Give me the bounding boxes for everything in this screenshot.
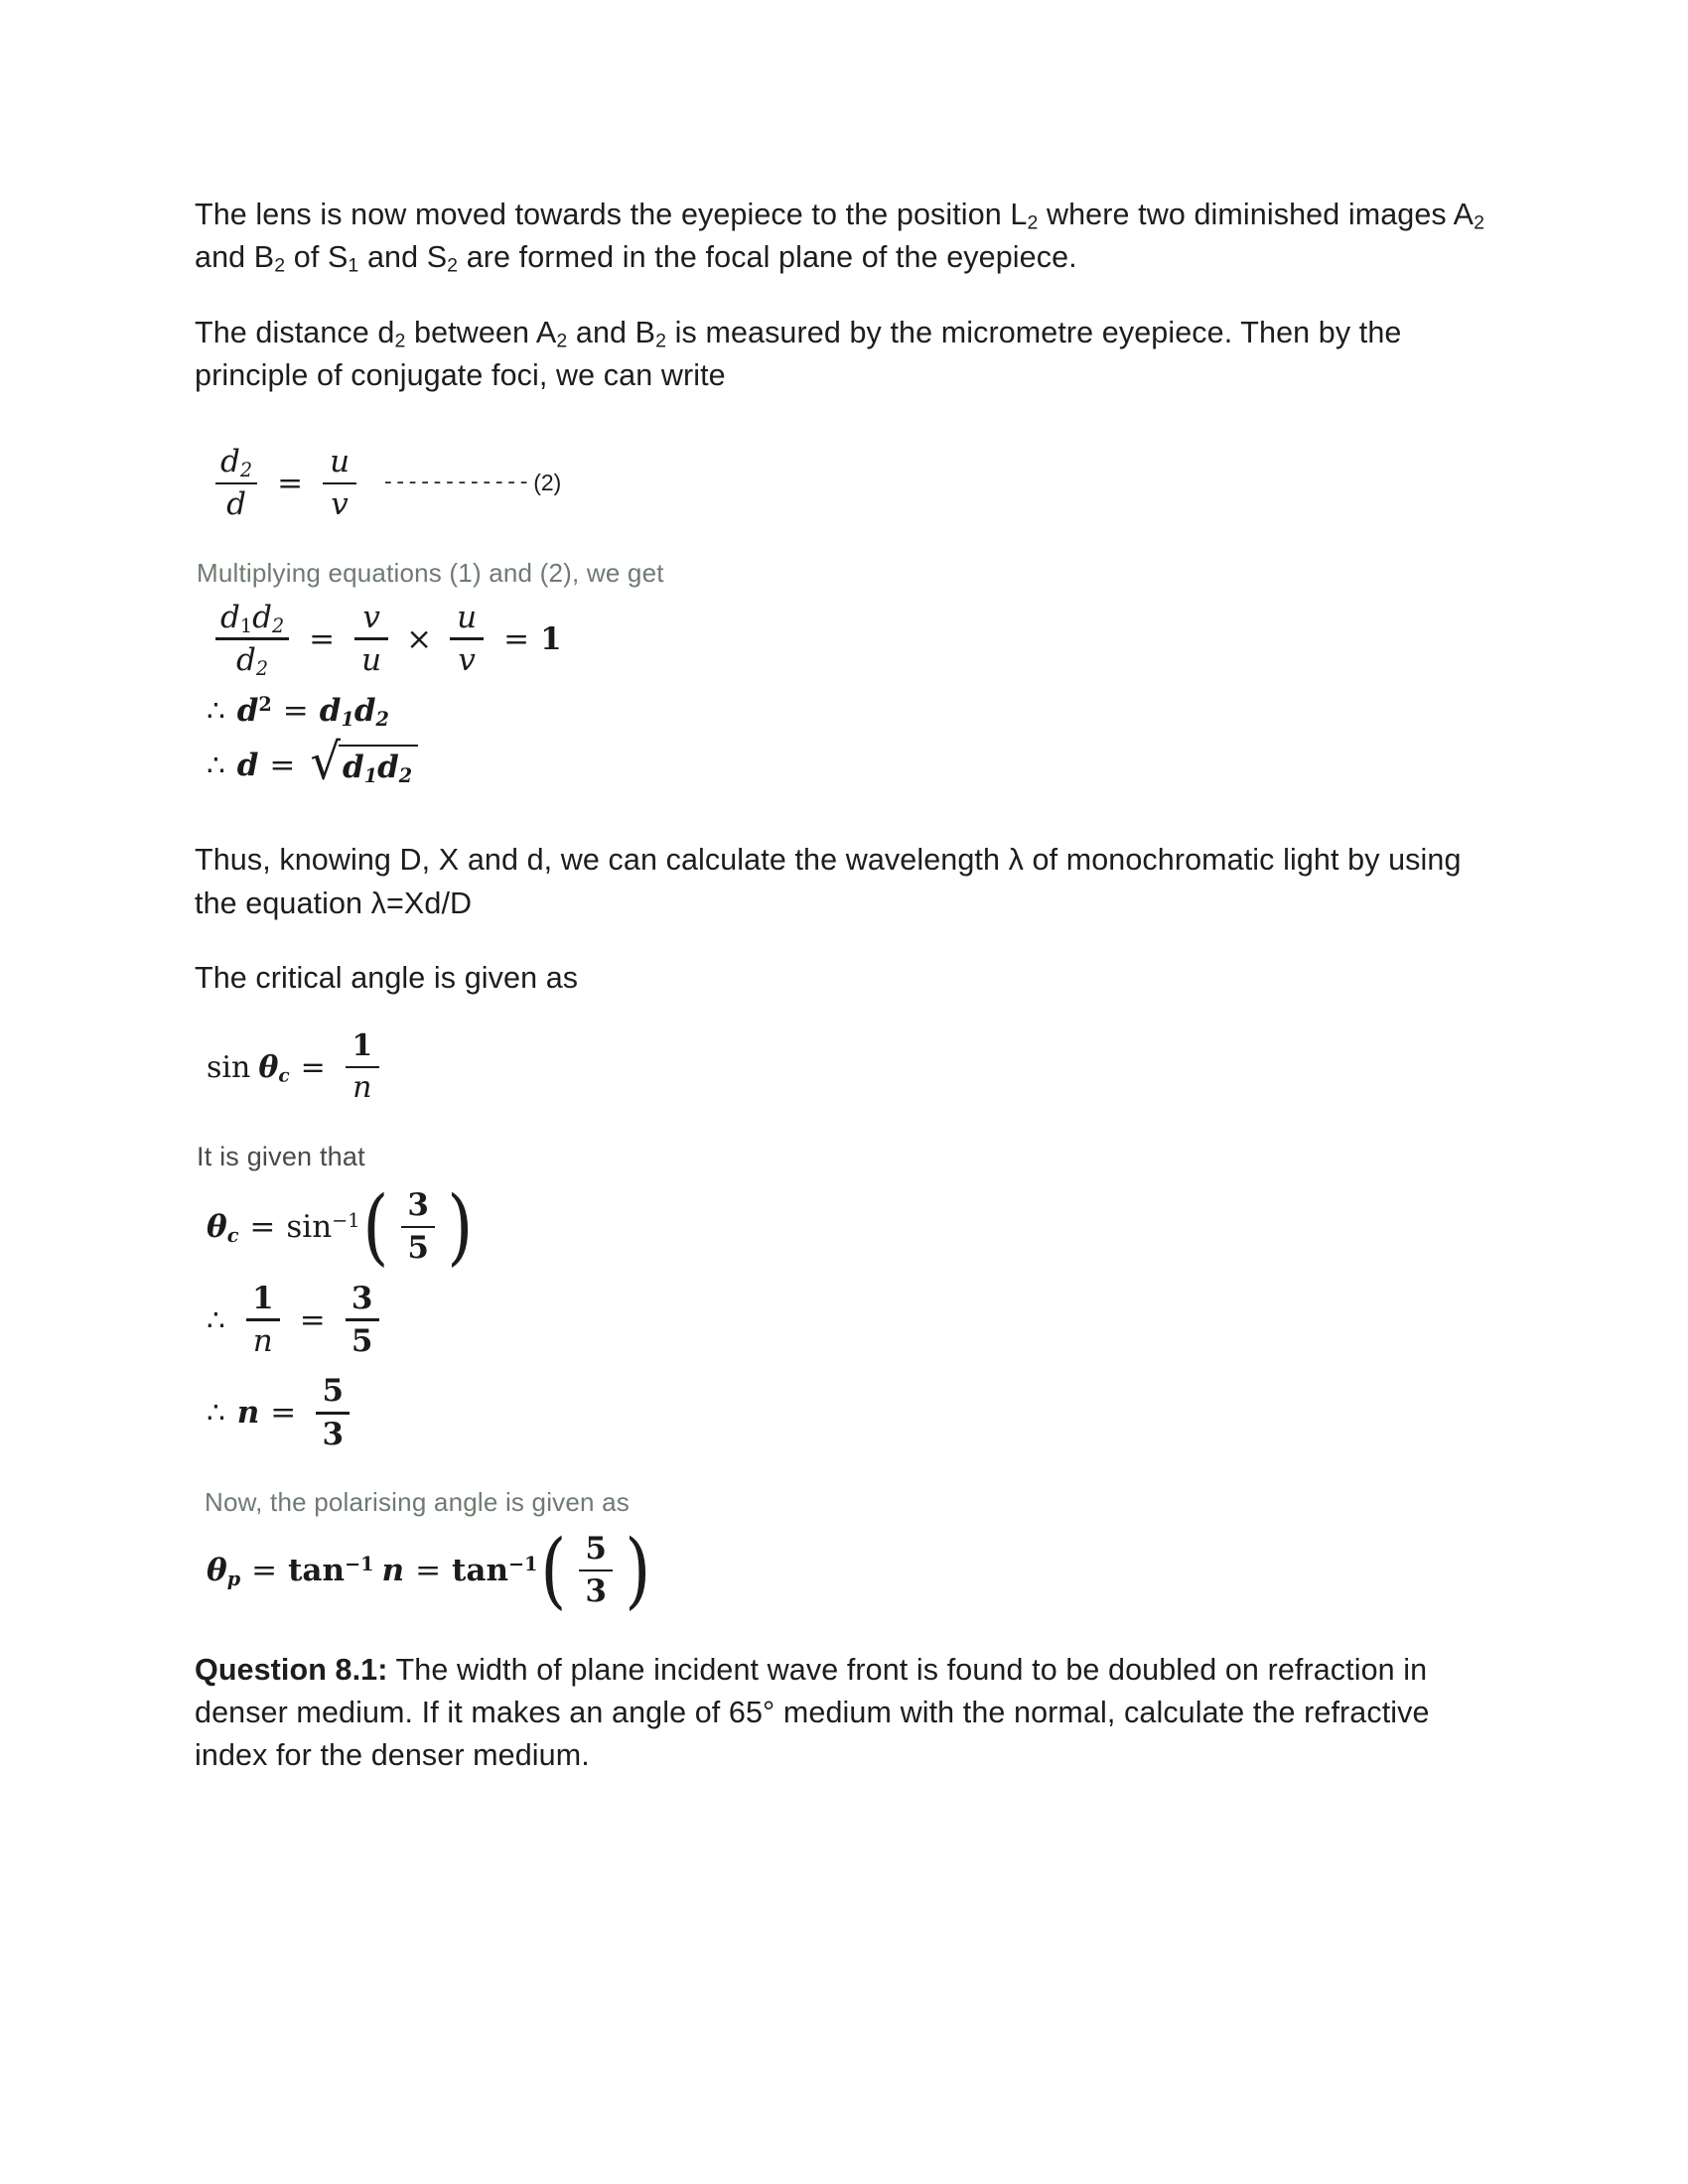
eq3-f1-denominator: u [361,641,382,678]
eq2-lhs-num-var: d [220,444,240,480]
eq4-rhs [319,693,389,732]
eq10-fraction [579,1532,613,1609]
paragraph-wavelength: Thus, knowing D, X and d, we can calculate the wavelength λ of monochromatic light by using the equation λ=Xd/D [195,843,1462,920]
eq3-equals-2: = [503,620,530,657]
eq3-den-d-sub: 2 [255,656,269,680]
equation-5-row [207,733,418,792]
equation-7 [207,1177,1485,1276]
eq8-lhs-bar [246,1318,280,1321]
p2-sub-3: 2 [655,329,667,351]
eq10-equals-2: = [415,1552,442,1588]
spacer [195,429,1485,445]
eq4-rhs-d2: d [353,693,376,730]
equation-6 [207,1029,1485,1105]
eq2-rhs-denominator: v [331,486,349,523]
equation-4-row [207,693,389,732]
spacer [195,1105,1485,1139]
eq3-num-d2: d [252,599,272,635]
eq9-therefore-symbol: ∴ [207,1396,225,1431]
p2-text-1: The distance d [195,315,395,349]
eq3-equals-1: = [309,620,336,657]
question-body: The width of plane incident wave front is found to be doubled on refraction in denser medium. If it makes an angle of 65° medium with the normal, calculate the refractive index for the denser medium. [195,1652,1430,1773]
eq3-f1-bar [354,637,388,640]
eq7-equals-sign: = [249,1209,276,1246]
eq8-rhs-denominator: 5 [351,1322,373,1359]
eq7-paren-open: ( [362,1177,389,1276]
eq6-theta [258,1050,289,1085]
eq7-sin-function: sin [286,1209,333,1246]
eq4-rhs-d2-sub: 2 [375,708,389,732]
eq5-radical [310,733,418,792]
eq5-rad-d2-sub: 2 [398,764,413,788]
eq10-bar [579,1570,613,1572]
eq2-rhs-fraction [323,445,356,522]
p1-text-2: where two diminished images A [1038,198,1475,231]
spacer [195,677,1485,693]
eq4-rhs-d1-sub: 1 [341,708,354,732]
eq7-sin-inverse [286,1209,359,1245]
eq10-tan-inverse-1 [288,1553,373,1588]
eq6-sin-function: sin [207,1049,251,1085]
p2-sub-1: 2 [394,329,406,351]
eq6-numerator: 1 [352,1028,373,1064]
eq6-bar [346,1066,379,1069]
page-content [195,194,1485,1778]
eq8-lhs-denominator: n [252,1322,273,1359]
eq3-lhs-bar [215,637,289,640]
spacer [195,1609,1485,1643]
eq3-lhs-denominator [231,643,273,678]
eq6-fraction [346,1029,379,1105]
eq9-denominator: 3 [322,1416,345,1452]
eq4-lhs-exponent: 2 [258,693,272,717]
eq10-tan-exponent-1: −1 [345,1552,374,1575]
spacer [195,1358,1485,1374]
eq5-therefore-symbol: ∴ [207,748,225,782]
equation-10 [207,1521,1485,1619]
eq10-parenthesized-fraction [537,1521,653,1619]
eq9-lhs-var: n [236,1395,260,1432]
eq10-numerator: 5 [585,1531,607,1568]
p1-sub-5: 2 [447,254,459,277]
eq7-sin-exponent: −1 [332,1209,360,1233]
eq3-f2-bar [450,637,484,640]
eq3-num-d1: d [220,599,240,635]
eq7-paren-close: ) [447,1177,474,1276]
spacer [195,785,1485,839]
equation-2 [207,445,1485,522]
eq4-rhs-d1: d [319,693,342,730]
eq5-equals-sign: = [269,747,296,783]
eq10-tan-exponent-2: −1 [508,1552,538,1575]
eq6-theta-symbol: θ [258,1049,279,1085]
eq10-tan-function-2: tan [452,1552,508,1588]
eq10-theta-symbol: θ [207,1552,227,1588]
paragraph-distance-d2 [195,312,1485,398]
equation-7-row [207,1177,477,1276]
p2-text-4: is measured by the micrometre eyepiece. Then by the principle of conjugate foci, we can write [195,315,1402,392]
eq10-denominator: 3 [585,1573,607,1610]
eq3-times-sign: × [406,620,433,657]
eq3-den-d: d [236,641,256,678]
square-root-icon: √ [310,733,342,792]
p1-sub-1: 2 [1027,211,1039,234]
eq2-rhs-bar [323,482,356,485]
eq6-theta-sub: c [278,1065,290,1087]
eq2-equals-sign: = [277,465,304,501]
p1-text-4: of S [285,240,349,275]
eq2-dashed-leader: ------------ [381,468,530,494]
p1-text-1: The lens is now moved towards the eyepiece to the position L [195,198,1028,231]
note-multiplying-equations: Multiplying equations (1) and (2), we get [197,557,664,588]
equation-8 [207,1282,1485,1359]
eq4-lhs-var: d [236,693,259,730]
eq7-numerator: 3 [407,1187,429,1224]
equation-3-row [207,601,562,678]
eq2-lhs-num-sub: 2 [239,458,253,481]
eq8-lhs-numerator: 1 [251,1280,274,1316]
eq3-result: 1 [540,620,562,657]
equation-2-row [207,445,561,522]
eq7-parenthesized-fraction [359,1177,476,1276]
eq7-theta-sub: c [226,1223,239,1247]
eq5-rad-d2: d [377,750,399,786]
p2-sub-2: 2 [556,329,568,351]
eq3-num-d2-sub: 2 [271,614,285,637]
eq8-rhs-bar [346,1318,379,1321]
paragraph-critical-angle: The critical angle is given as [195,961,579,996]
eq5-rad-d1: d [343,750,364,786]
eq10-tan-function-1: tan [288,1552,346,1588]
question-paragraph [195,1649,1485,1778]
equation-9-row [207,1374,358,1451]
equation-4 [207,693,1485,732]
eq3-f2-numerator: u [457,599,478,635]
eq5-lhs-var: d [236,747,259,783]
eq10-equals-1: = [251,1552,278,1588]
eq4-equals-sign: = [282,693,309,730]
equation-5 [207,733,1485,792]
eq3-fraction-vu [354,601,388,678]
eq8-rhs-numerator: 3 [351,1280,373,1316]
eq2-lhs-fraction [215,445,257,522]
eq7-theta-symbol: θ [207,1209,227,1246]
eq4-therefore-symbol: ∴ [207,694,225,729]
p1-text-3: and B [195,240,275,275]
eq5-rad-d1-sub: 1 [363,764,378,788]
eq9-equals-sign: = [270,1395,297,1432]
equation-10-row [207,1521,654,1619]
paragraph-lens-moved [195,194,1485,280]
equation-6-row [207,1029,388,1105]
eq10-paren-close: ) [625,1521,651,1619]
eq8-equals-sign: = [299,1301,326,1338]
equation-8-row [207,1282,388,1359]
p1-sub-2: 2 [1474,211,1485,234]
eq2-equation-number: (2) [533,470,562,496]
eq3-lhs-fraction [215,601,289,678]
eq6-denominator: n [352,1070,372,1106]
spacer [195,729,1485,745]
eq7-denominator: 5 [407,1230,429,1267]
eq3-f1-numerator: v [362,599,380,635]
note-given-that: It is given that [197,1141,365,1171]
equation-3 [207,601,1485,678]
eq2-rhs-numerator: u [330,444,351,480]
spacer [195,522,1485,556]
eq3-f2-denominator: v [458,641,476,678]
note-polarising-angle: Now, the polarising angle is given as [205,1487,630,1518]
eq7-theta [207,1209,238,1245]
eq2-lhs-numerator [215,445,257,479]
eq8-lhs-fraction [246,1282,280,1359]
eq10-tan-inverse-2 [452,1553,537,1588]
eq3-num-d1-sub: 1 [239,614,253,637]
p1-text-6: are formed in the focal plane of the eyepiece. [458,240,1077,275]
eq7-fraction [401,1188,435,1266]
eq9-fraction [316,1374,350,1451]
eq2-lhs-bar [215,482,257,485]
eq7-bar [401,1226,435,1229]
eq3-lhs-numerator [215,601,289,635]
question-label: Question 8.1: [195,1652,388,1687]
eq9-bar [316,1412,350,1415]
eq10-theta [207,1553,240,1588]
eq8-rhs-fraction [346,1282,379,1359]
eq10-theta-sub: p [226,1567,241,1590]
eq3-fraction-uv [450,601,484,678]
eq2-lhs-denominator: d [226,486,246,523]
p2-text-3: and B [567,315,656,349]
eq9-numerator: 5 [322,1373,345,1410]
eq10-paren-open: ( [540,1521,567,1619]
p1-sub-4: 1 [348,254,359,277]
eq5-radicand [339,745,418,788]
p2-text-2: between A [405,315,557,349]
eq8-therefore-symbol: ∴ [207,1302,225,1337]
eq6-equals-sign: = [300,1049,326,1085]
p1-text-5: and S [358,240,448,275]
equation-9 [207,1374,1485,1451]
eq4-lhs [237,693,272,729]
spacer [195,1451,1485,1485]
eq10-variable-n: n [381,1552,405,1588]
p1-sub-3: 2 [274,254,286,277]
